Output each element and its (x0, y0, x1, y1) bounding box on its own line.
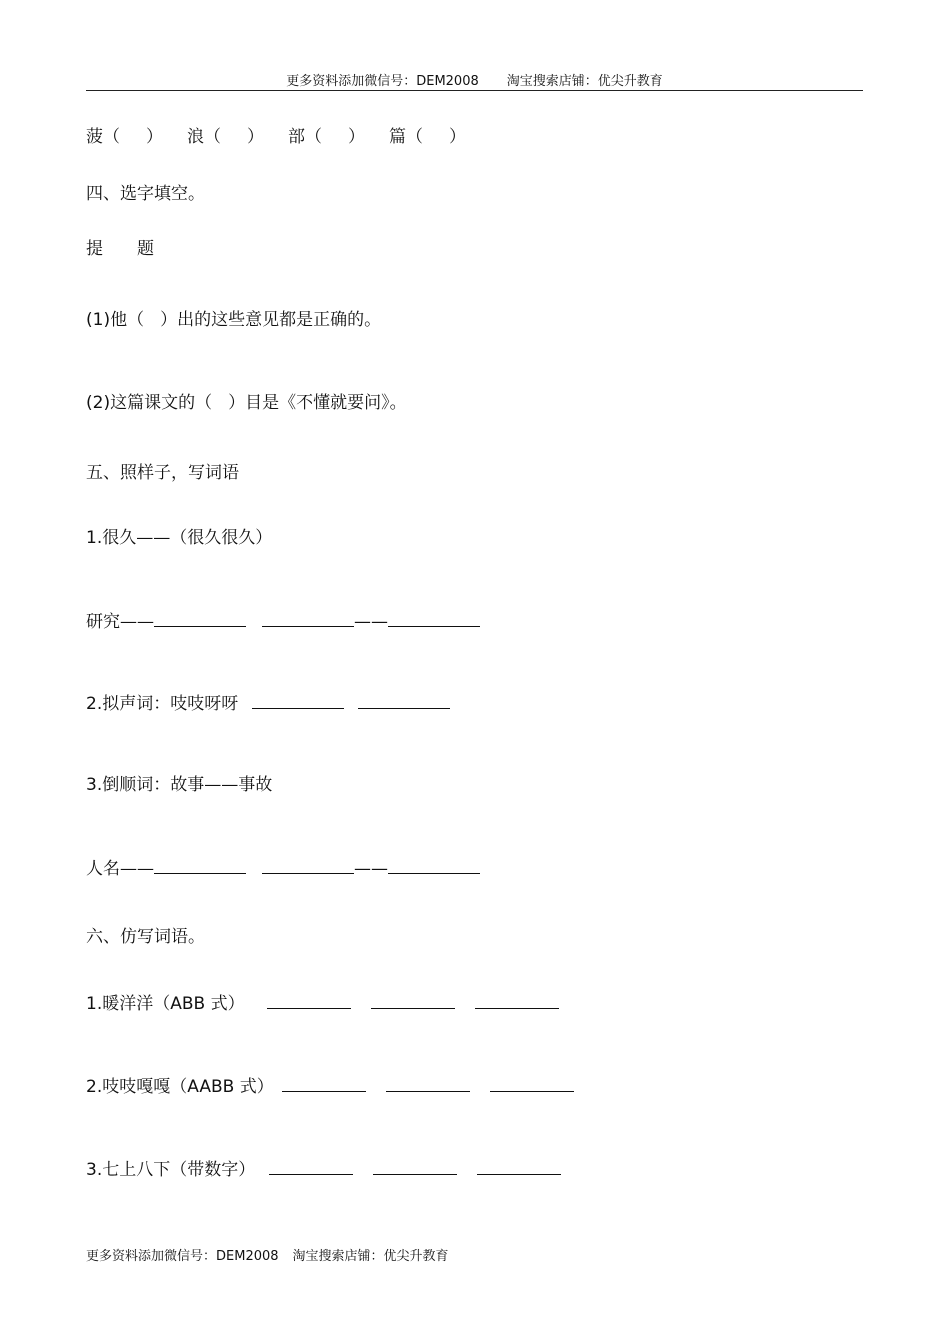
question-1-number: (1) (86, 310, 111, 330)
char-item-3-close: ） (348, 127, 365, 147)
imitation-1-text-a: 暖洋洋（ (102, 994, 171, 1014)
answer-blank[interactable] (252, 690, 344, 709)
imitation-3-number: 3. (86, 1160, 103, 1180)
imitation-1-number: 1. (86, 994, 103, 1014)
example-3 (86, 773, 272, 797)
answer-blank[interactable] (490, 1073, 574, 1092)
char-item-1-close: ） (146, 127, 163, 147)
example-2-number: 2. (86, 694, 103, 714)
section-6-title: 六、仿写词语。 (86, 927, 205, 947)
answer-blank[interactable] (282, 1073, 366, 1092)
choice-options (86, 237, 154, 261)
char-item-2-close: ） (247, 127, 264, 147)
dash: —— (354, 612, 388, 632)
example-2 (86, 690, 450, 716)
char-item-4: 篇（ (389, 127, 423, 147)
example-3-number: 3. (86, 775, 103, 795)
imitation-2-text-a: 吱吱嘎嘎（ (102, 1077, 188, 1097)
imitation-1-text-c: 式） (205, 994, 245, 1014)
answer-blank[interactable] (154, 855, 246, 874)
char-item-1: 菠（ (86, 127, 120, 147)
question-2-text-a: 这篇课文的（ (110, 393, 213, 413)
option-ti2: 题 (137, 239, 154, 259)
answer-blank[interactable] (358, 690, 450, 709)
answer-blank[interactable] (262, 608, 354, 627)
example-2-text: 拟声词：吱吱呀呀 (102, 694, 239, 714)
header-wechat: 更多资料添加微信号：DEM2008 (286, 74, 479, 89)
question-2-number: (2) (86, 393, 111, 413)
question-2 (86, 391, 407, 415)
fill-line-1-label: 研究—— (86, 612, 154, 632)
imitation-2 (86, 1073, 574, 1099)
example-1 (86, 526, 272, 550)
footer-taobao: 淘宝搜索店铺：优尖升教育 (292, 1249, 449, 1264)
answer-blank[interactable] (388, 855, 480, 874)
section-5-title: 五、照样子，写词语 (86, 463, 239, 483)
option-ti: 提 (86, 239, 103, 259)
imitation-1 (86, 990, 559, 1016)
imitation-3-text: 七上八下（带数字） (102, 1160, 256, 1180)
answer-blank[interactable] (371, 990, 455, 1009)
answer-blank[interactable] (373, 1156, 457, 1175)
dash: —— (354, 859, 388, 879)
question-1-text-b: ）出的这些意见都是正确的。 (160, 310, 382, 330)
char-item-3: 部（ (288, 127, 322, 147)
answer-blank[interactable] (388, 608, 480, 627)
answer-blank[interactable] (269, 1156, 353, 1175)
answer-blank[interactable] (267, 990, 351, 1009)
char-row (86, 125, 466, 149)
header-taobao: 淘宝搜索店铺：优尖升教育 (506, 74, 663, 89)
fill-line-3-label: 人名—— (86, 859, 154, 879)
fill-line-1 (86, 608, 480, 634)
answer-blank[interactable] (154, 608, 246, 627)
header-divider (86, 90, 863, 91)
char-item-4-close: ） (449, 127, 466, 147)
example-3-text: 倒顺词：故事——事故 (102, 775, 273, 795)
answer-blank[interactable] (262, 855, 354, 874)
answer-blank[interactable] (386, 1073, 470, 1092)
page-header (86, 70, 863, 90)
footer-wechat: 更多资料添加微信号：DEM2008 (86, 1249, 279, 1264)
question-2-text-b: ）目是《不懂就要问》。 (228, 393, 407, 413)
imitation-2-pattern: AABB (187, 1077, 235, 1097)
imitation-1-pattern: ABB (170, 994, 206, 1014)
fill-line-3 (86, 855, 480, 881)
char-item-2: 浪（ (187, 127, 221, 147)
page-footer (86, 1245, 449, 1264)
imitation-2-text-c: 式） (234, 1077, 274, 1097)
imitation-2-number: 2. (86, 1077, 103, 1097)
question-1 (86, 308, 381, 332)
example-1-number: 1. (86, 528, 103, 548)
answer-blank[interactable] (477, 1156, 561, 1175)
example-1-text: 很久——（很久很久） (102, 528, 273, 548)
question-1-text-a: 他（ (110, 310, 145, 330)
answer-blank[interactable] (475, 990, 559, 1009)
imitation-3 (86, 1156, 561, 1182)
section-4-title: 四、选字填空。 (86, 184, 205, 204)
